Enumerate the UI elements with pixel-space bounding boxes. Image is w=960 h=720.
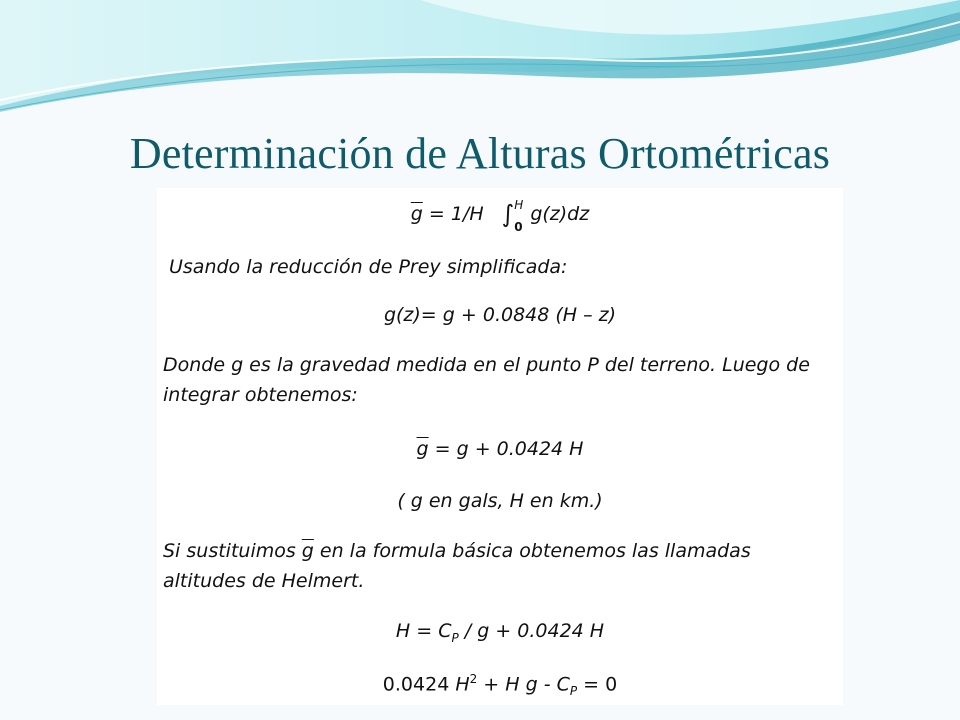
integral-upper-limit: H (514, 198, 524, 212)
equation-helmert (157, 620, 843, 645)
integrand: g(z)dz (530, 203, 590, 225)
integral-sign: ∫ (501, 200, 515, 228)
equation-prey (157, 304, 843, 326)
g-bar-symbol: $\overline{g}$ (301, 540, 314, 562)
formula-content-image (157, 188, 843, 705)
eq-quadratic-h: H (455, 673, 470, 696)
eq-prey-rhs: + 0.0848 (H – z) (460, 304, 617, 326)
g-bar-symbol: $\overline{g}$ (416, 438, 429, 460)
eq-mean-gravity-rhs: = 1/H (428, 203, 484, 225)
text-prey-intro: Usando la reducción de Prey simplificada: (169, 256, 568, 278)
equation-mean-gravity (157, 198, 843, 234)
eq-prey-lhs: g(z)= g (383, 304, 455, 326)
subscript-p: P (569, 684, 578, 699)
text-si-before: Si sustituimos (163, 540, 302, 562)
text-units-note: ( g en gals, H en km.) (397, 490, 603, 512)
eq-quadratic-mid: + H g - C (477, 673, 570, 696)
subscript-p: P (451, 630, 459, 645)
g-bar-symbol: $\overline{g}$ (410, 203, 423, 225)
eq-helmert-rhs: / g + 0.0424 H (458, 620, 605, 642)
integral-lower-limit: 0 (514, 220, 523, 234)
eq-result-rhs: = g + 0.0424 H (434, 438, 584, 460)
slide-title: Determinación de Alturas Ortométricas (129, 129, 831, 178)
text-si-paragraph (163, 536, 839, 596)
eq-helmert-lhs: H = C (395, 620, 452, 642)
equation-result (157, 438, 843, 460)
equation-quadratic (157, 672, 843, 698)
eq-quadratic-end: = 0 (577, 673, 618, 696)
eq-quadratic-coef: 0.0424 (382, 673, 456, 696)
text-si-after: en la formula básica obtenemos las llamadas altitudes de Helmert. (163, 540, 751, 592)
superscript-2: 2 (469, 672, 478, 686)
text-donde-paragraph: Donde g es la gravedad medida en el punto P del terreno. Luego de integrar obtenemos: (163, 354, 810, 406)
